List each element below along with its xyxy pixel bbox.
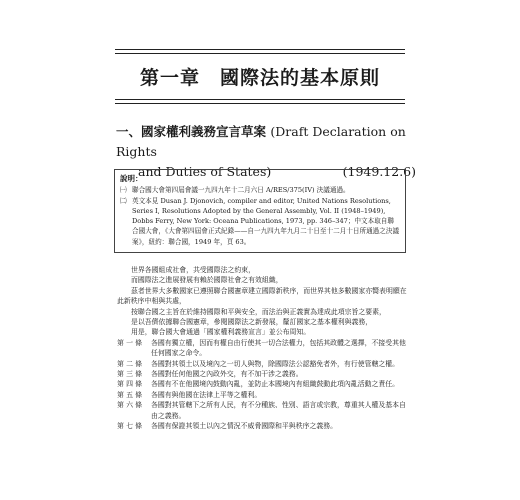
article-text: 各國有保證其領土以內之情況不威脅國際和平與秩序之義務。 xyxy=(151,422,338,431)
note-item xyxy=(120,196,400,247)
preamble-paragraph: 用是，聯合國大會通過「國家權利義務宣言」並公布周知。 xyxy=(131,328,311,337)
article-number: 第 一 條 xyxy=(117,338,143,347)
article-text: 各國有與他國在法律上平等之權利。 xyxy=(151,390,262,399)
preamble-paragraph: 是以吾儕依據聯合國憲章，參閱國際法之新發展，釐訂國家之基本權利與義務， xyxy=(131,318,373,327)
preamble-paragraph: 而國際法之進展發展有賴於國際社會之有效組織， xyxy=(131,276,283,285)
section-date: (1949.12.6) xyxy=(342,164,416,179)
article-item xyxy=(117,379,409,389)
article-item xyxy=(117,369,409,379)
article-item xyxy=(117,421,409,431)
note-marker: ㈠ xyxy=(120,186,127,195)
section-title-en: (Draft Declaration on Rights xyxy=(116,124,406,159)
article-text: 各國對任何他國之內政外交，有不加干涉之義務。 xyxy=(151,370,303,379)
preamble-paragraph: 茲者世界大多數國家已遵照聯合國憲章建立國際新秩序，而世界其他多數國家亦嚮表明願在此新秩序中相與共處， xyxy=(117,286,407,306)
note-text: 英文本見 Dusan J. Djonovich, compiler and editor, United Nations Resolutions, Series I, Resolutions Adopted by the General Assembly, Vol. II (1948–1949), Dobbs Ferry, New York: Oceana Publications, 1973, pp. 346–347；中文本取自聯合國大會，《大會第四屆會正式紀錄——自一九四九年九月二十日至十二月十日所通過之決議案》，紐約：聯合國，1949 年，頁 63。 xyxy=(132,196,400,246)
section-title-en-cont: and Duties of States) xyxy=(138,164,272,179)
note-item xyxy=(120,185,400,195)
notes-label: 說明： xyxy=(120,174,143,183)
article-item xyxy=(117,400,409,421)
article-item xyxy=(117,359,409,369)
declaration-body xyxy=(117,265,409,432)
note-text: 聯合國大會第四屆會議一九四九年十二月六日 A/RES/375(IV) 決議通過。 xyxy=(132,186,350,195)
article-number: 第 六 條 xyxy=(117,401,143,410)
chapter-header xyxy=(115,49,405,104)
article-number: 第 二 條 xyxy=(117,359,143,368)
article-text: 各國有不在他國境內鼓動內亂，並防止本國境內有組織鼓動此項內亂活動之責任。 xyxy=(151,380,400,389)
explanatory-notes xyxy=(114,169,406,253)
article-item xyxy=(117,390,409,400)
article-text: 各國對其領土以及境內之一切人與物，除國際法公認豁免者外，有行使管轄之權。 xyxy=(151,359,400,368)
chapter-title: 第一章 國際法的基本原則 xyxy=(139,67,380,89)
section-title-zh: 一、國家權利義務宣言草案 xyxy=(116,124,267,139)
article-number: 第 五 條 xyxy=(117,390,143,399)
article-text: 各國對其管轄下之所有人民，有不分種族、性別、語言或宗教，尊重其人權及基本自由之義務。 xyxy=(151,401,406,420)
note-marker: ㈡ xyxy=(120,196,127,205)
article-text: 各國有獨立權，因而有權自由行使其一切合法權力，包括其政體之選擇，不接受其他任何國家之命令。 xyxy=(151,338,406,358)
article-number: 第 七 條 xyxy=(117,422,143,431)
article-number: 第 四 條 xyxy=(117,380,143,389)
preamble-paragraph: 按聯合國之主旨在於維持國際和平與安全，而法治與正義實為達成此項宗旨之要素， xyxy=(131,307,386,316)
article-number: 第 三 條 xyxy=(117,370,143,379)
chapter-rule-bottom xyxy=(115,99,405,104)
article-item xyxy=(117,338,409,359)
preamble-paragraph: 世界各國組成社會，共受國際法之約束， xyxy=(131,266,256,274)
